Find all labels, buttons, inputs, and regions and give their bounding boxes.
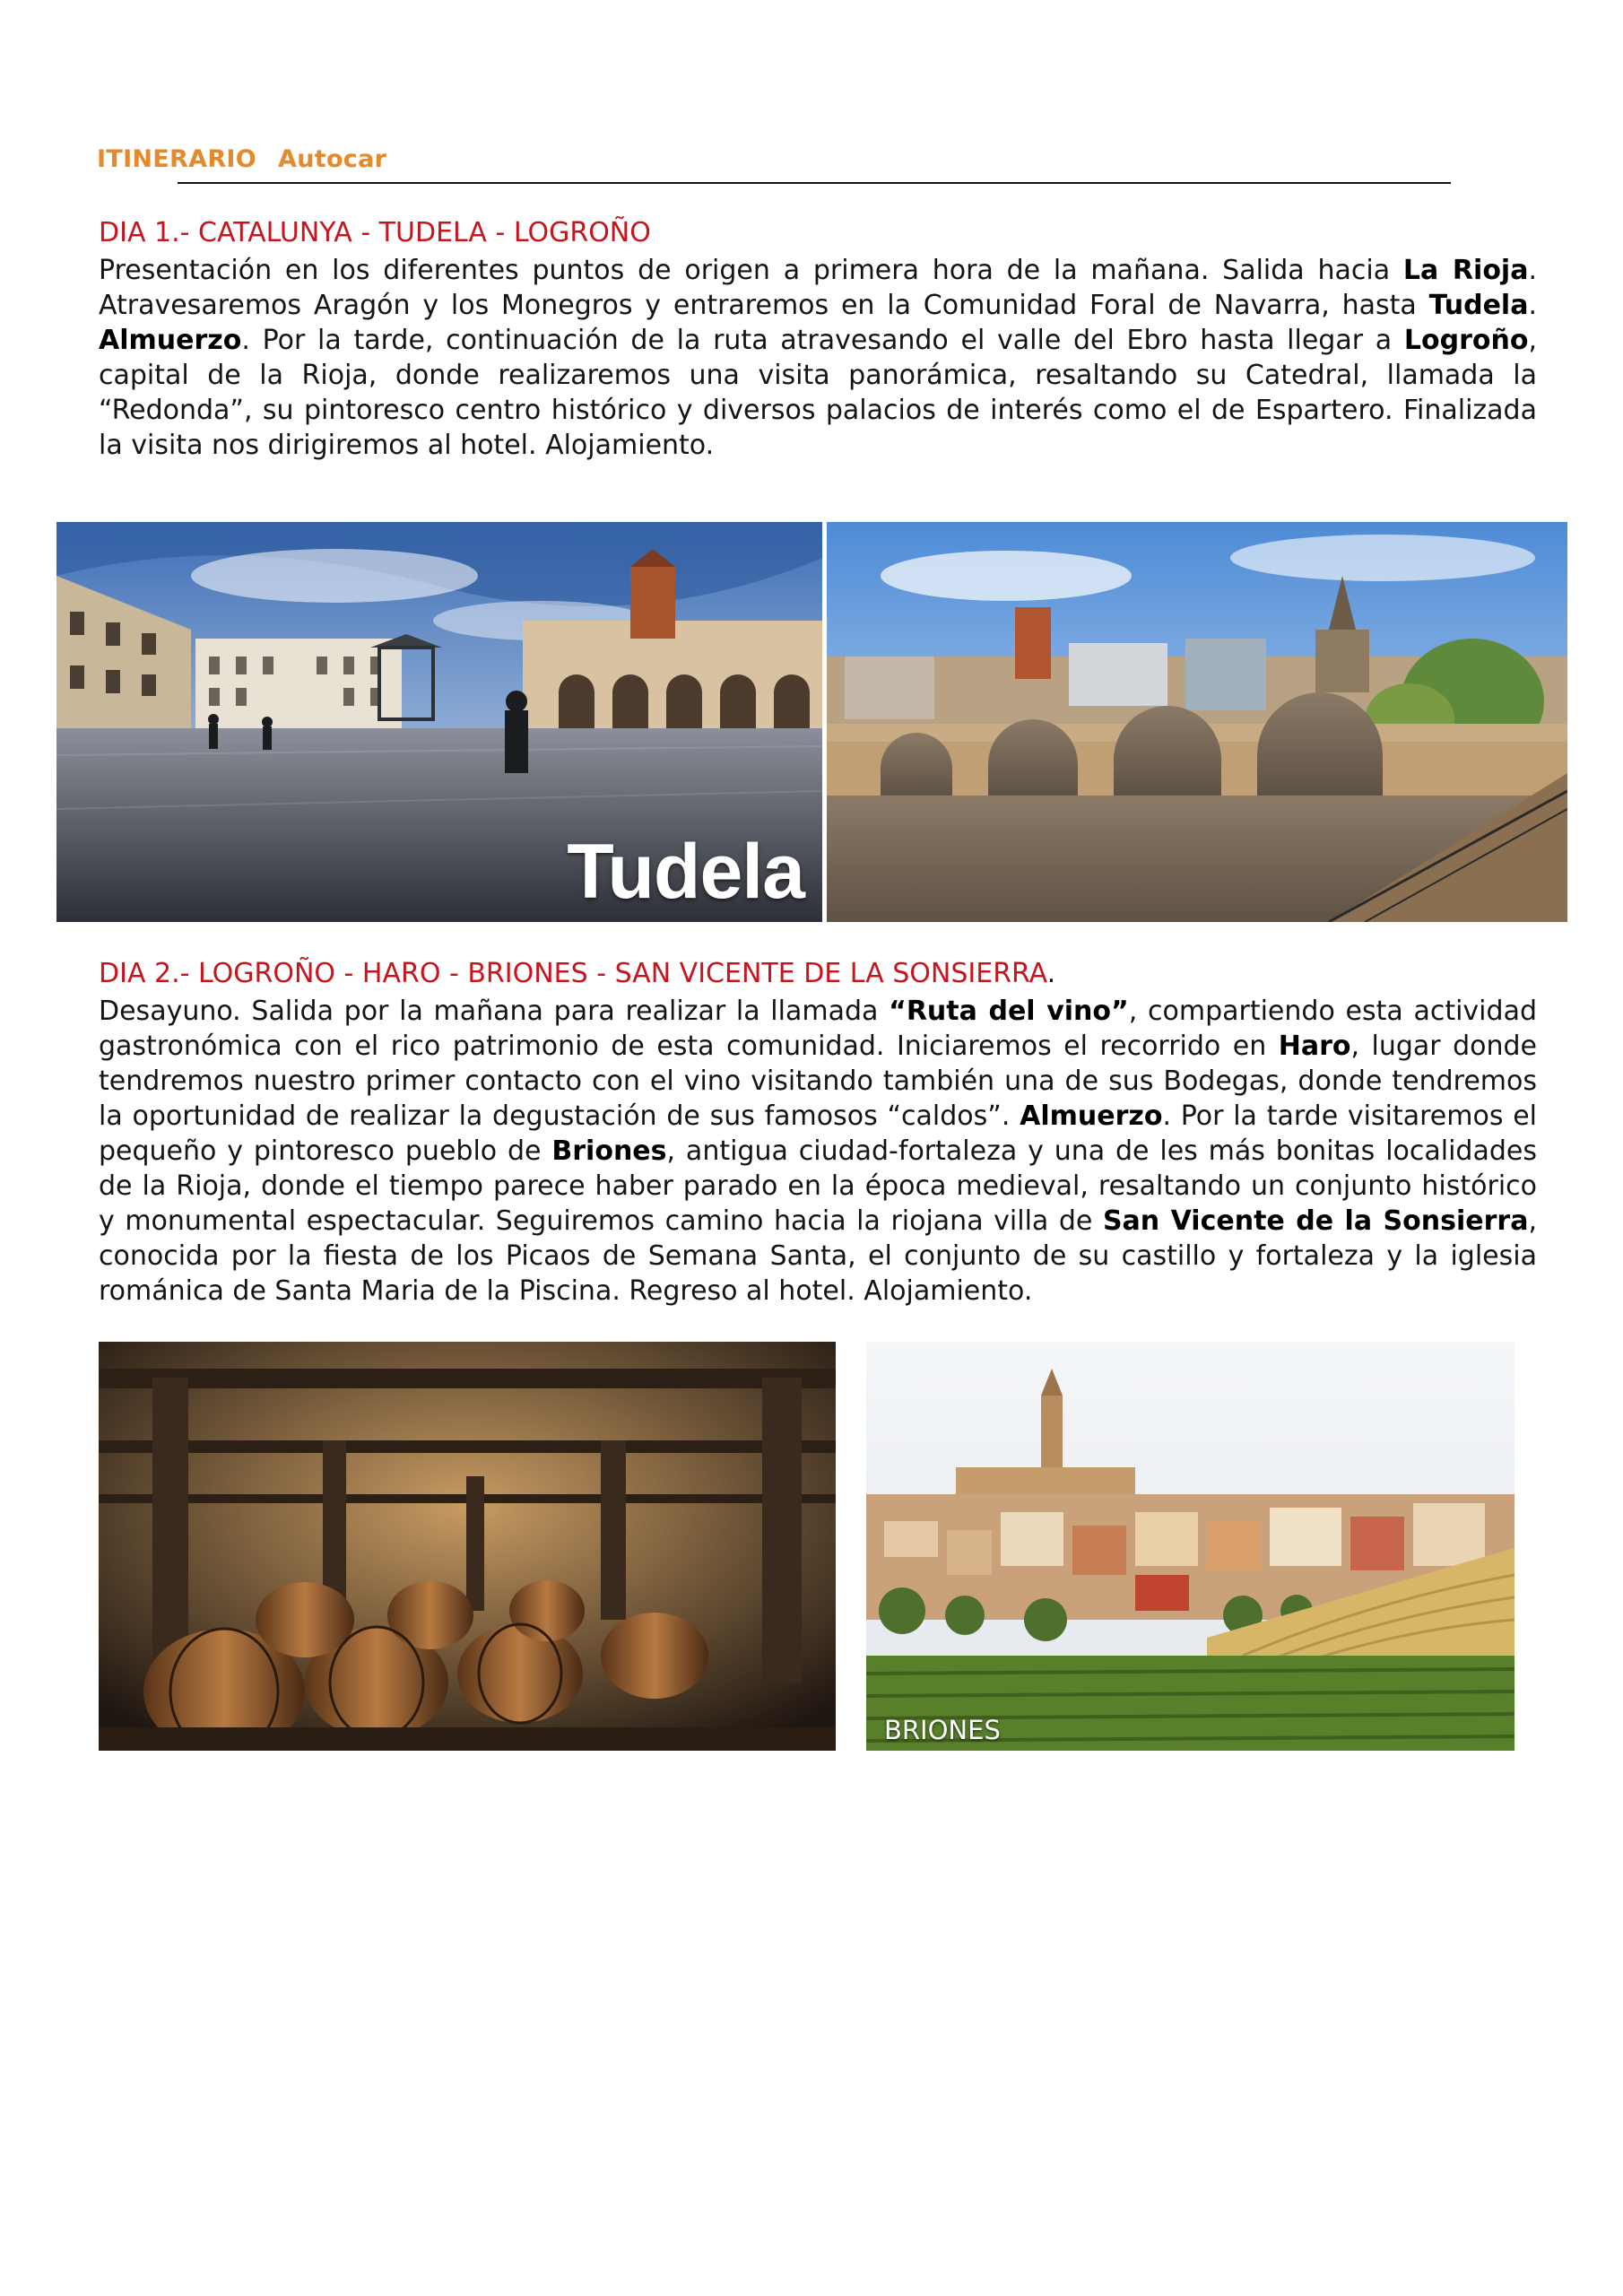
- day1-title: DIA 1.- CATALUNYA - TUDELA - LOGROÑO: [99, 217, 651, 248]
- logrono-bridge-photo: [827, 522, 1567, 922]
- header-subtitle: Autocar: [278, 145, 387, 173]
- header-title: ITINERARIO: [97, 145, 257, 173]
- briones-caption: BRIONES: [884, 1715, 1001, 1745]
- briones-photo: [866, 1342, 1515, 1751]
- day2-description: Desayuno. Salida por la mañana para realizar la llamada “Ruta del vino”, compartiendo esta actividad gastronómica con el rico patrimonio de esta comunidad. Iniciaremos el recorrido en Haro, lugar donde tendremos nuestro primer contacto con el vino visitando también una de sus Bodegas, donde tendremos la oportunidad de realizar la degustación de sus famosos “caldos”. Almuerzo. Por la tarde visitaremos el pequeño y pintoresco pueblo de Briones, antigua ciudad-fortaleza y una de les más bonitas localidades de la Rioja, donde el tiempo parece haber parado en la época medieval, resaltando un conjunto histórico y monumental espectacular. Seguiremos camino hacia la riojana villa de San Vicente de la Sonsierra, conocida por la fiesta de los Picaos de Semana Santa, el conjunto de su castillo y fortaleza y la iglesia románica de Santa Maria de la Piscina. Regreso al hotel. Alojamiento.: [99, 996, 1537, 1307]
- header-rule: [178, 182, 1451, 184]
- tudela-photo: [56, 522, 822, 922]
- village-icon: [866, 1342, 1515, 1751]
- itinerary-header: [97, 145, 386, 173]
- wine-cellar-icon: [99, 1342, 836, 1751]
- day1-description: Presentación en los diferentes puntos de origen a primera hora de la mañana. Salida hacia La Rioja. Atravesaremos Aragón y los Monegros y entraremos en la Comunidad Foral de Navarra, hasta Tudela. Almuerzo. Por la tarde, continuación de la ruta atravesando el valle del Ebro hasta llegar a Logroño, capital de la Rioja, donde realizaremos una visita panorámica, resaltando su Catedral, llamada la “Redonda”, su pintoresco centro histórico y diversos palacios de interés como el de Espartero. Finalizada la visita nos dirigiremos al hotel. Alojamiento.: [99, 255, 1537, 461]
- wine-cellar-photo: [99, 1342, 836, 1751]
- tudela-caption: Tudela: [567, 829, 804, 915]
- bridge-icon: [827, 522, 1567, 922]
- day2-title: DIA 2.- LOGROÑO - HARO - BRIONES - SAN VICENTE DE LA SONSIERRA.: [99, 958, 1056, 989]
